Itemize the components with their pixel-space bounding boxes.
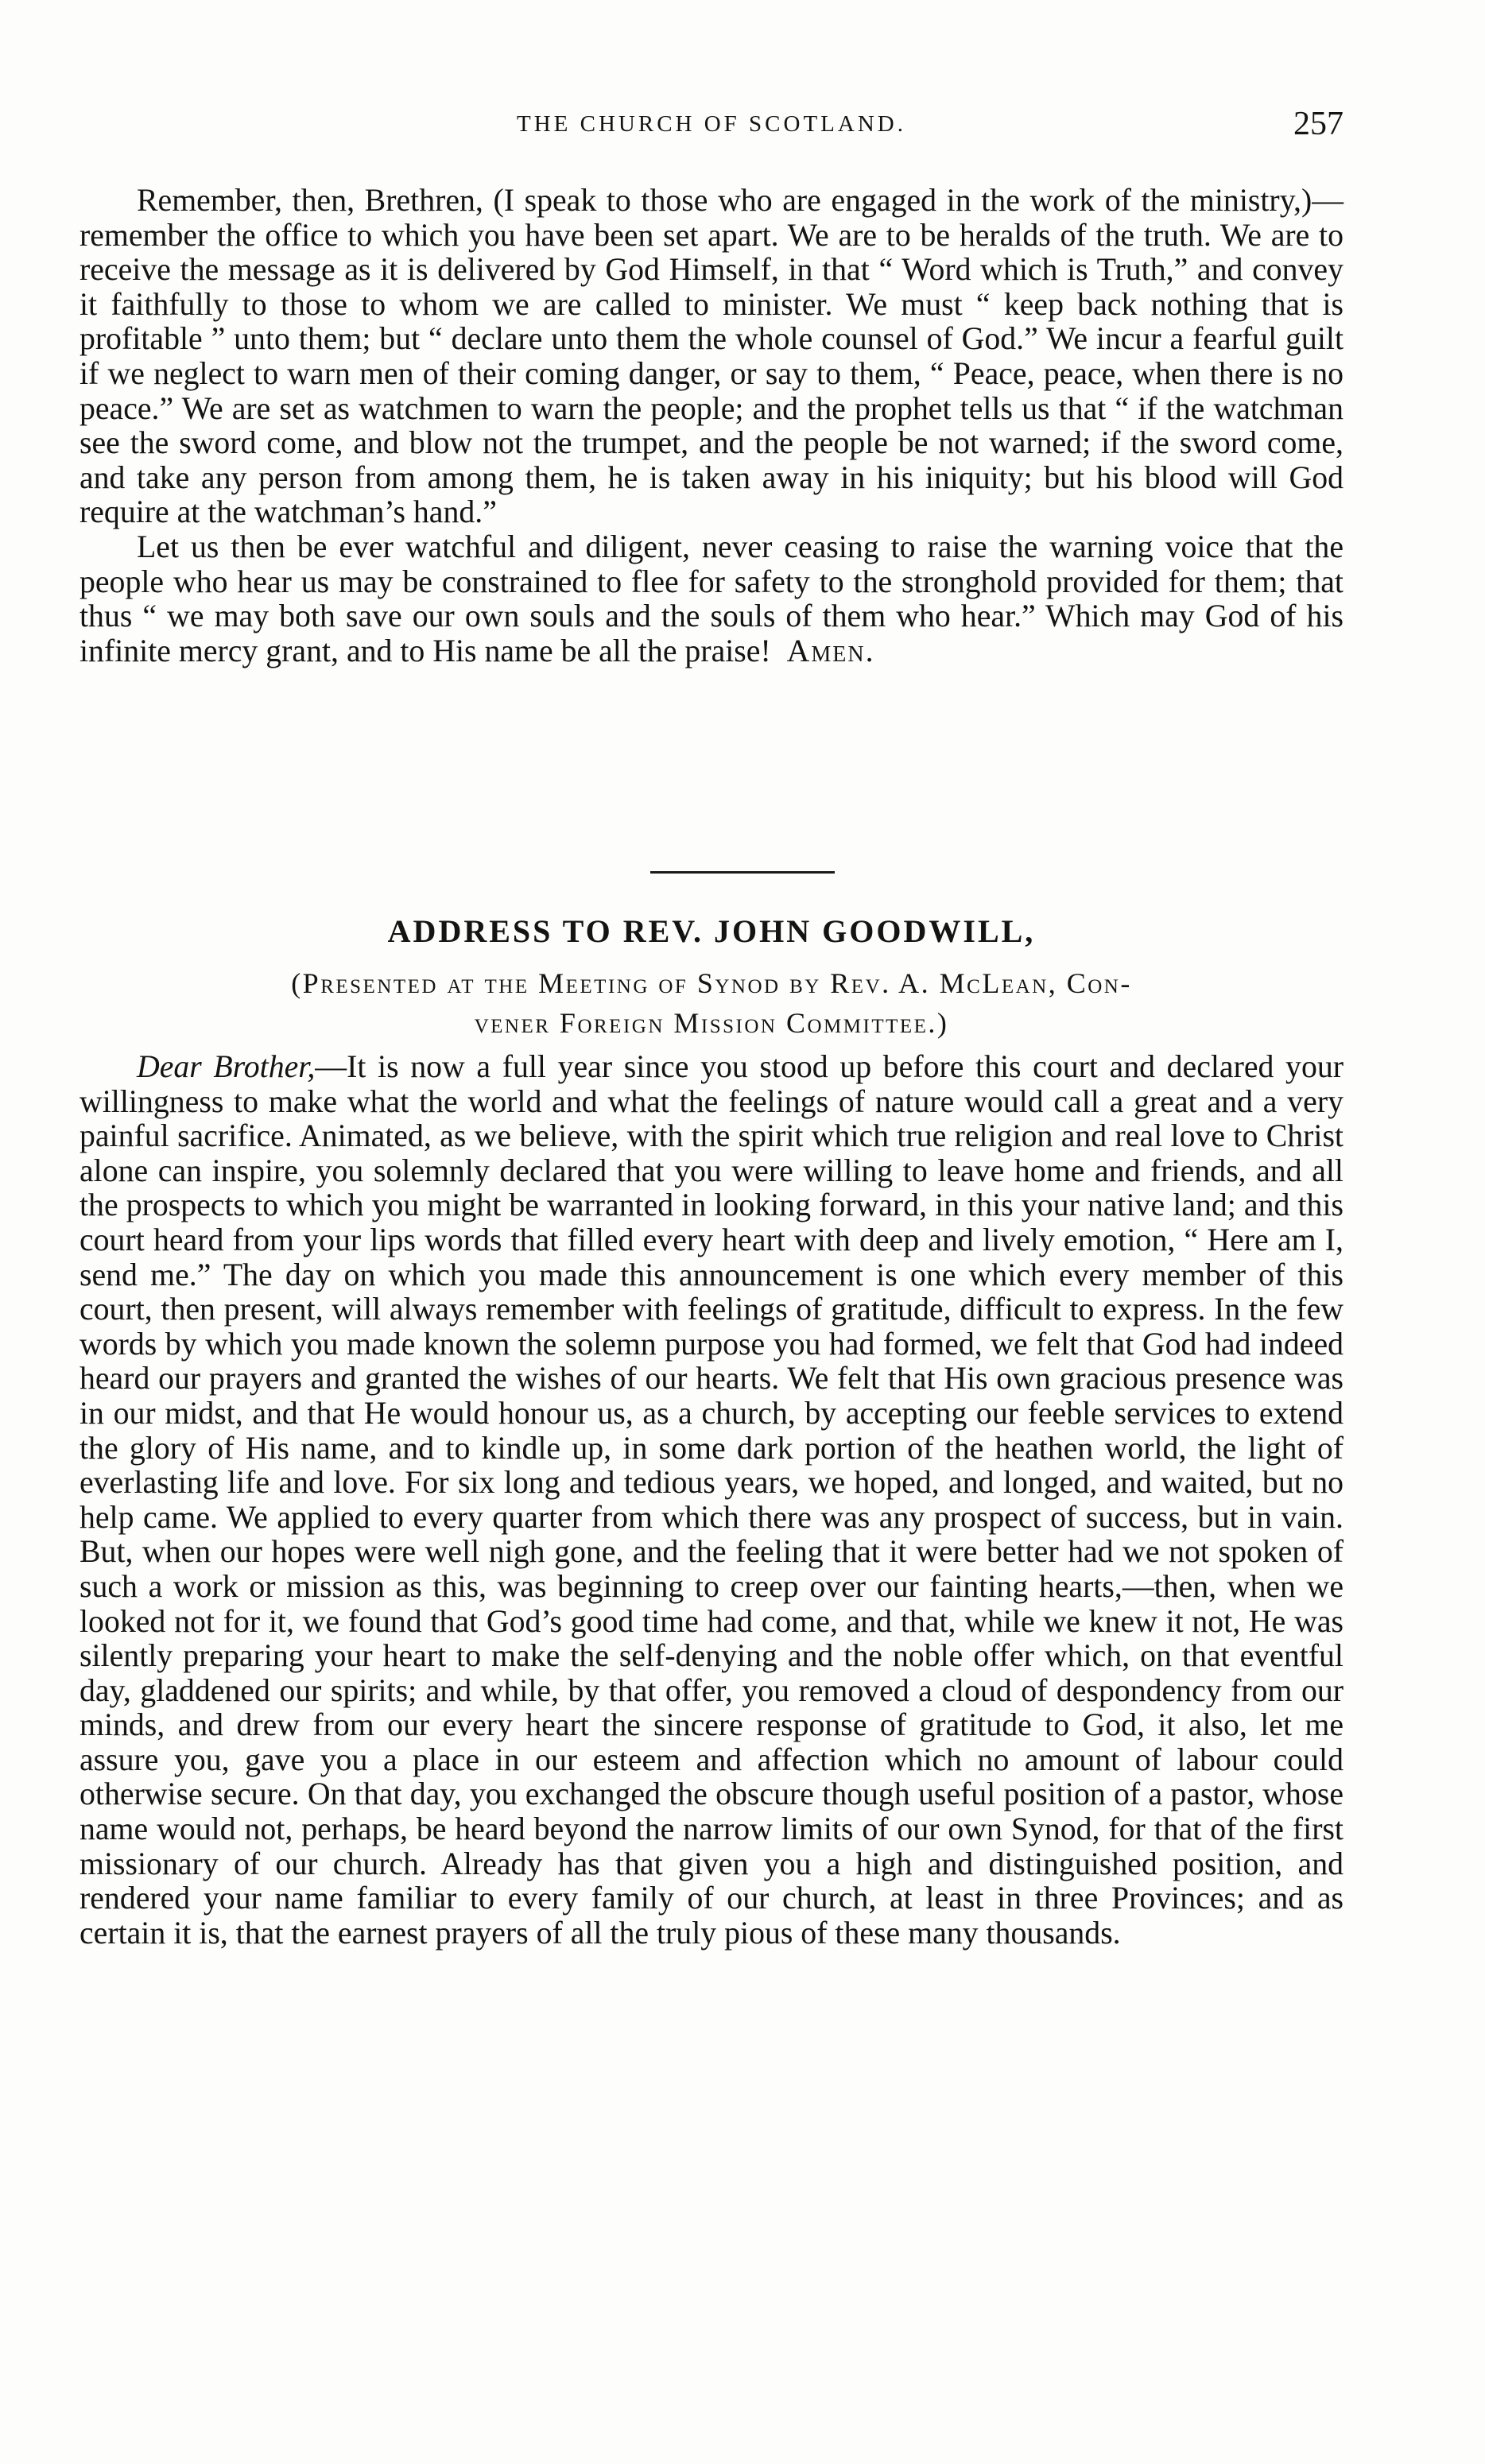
address-body [79, 1050, 1343, 1951]
sermon-closing-paragraph [79, 530, 1343, 668]
address-subtitle-line: vener Foreign Mission Committee.) [474, 1007, 949, 1039]
address-title: ADDRESS TO REV. JOHN GOODWILL, [387, 913, 1036, 949]
sermon-closing-text: Let us then be ever watchful and diligent, never ceasing to raise the warning voice that the people who hear us may be constrained to flee for safety to the stronghold provided for them; that thus “ we may both save our own souls and the souls of them who hear.” Which may God of his infinite mercy grant, and to His name be all the praise! [79, 529, 1343, 668]
address-paragraph [79, 1050, 1343, 1951]
section-divider [650, 871, 835, 874]
salutation: Dear Brother, [137, 1049, 316, 1084]
amen: Amen. [786, 633, 875, 668]
sermon-conclusion [79, 184, 1343, 668]
page-number: 257 [1293, 106, 1343, 142]
running-head [79, 106, 1343, 151]
address-subtitle-line: (Presented at the Meeting of Synod by Rev. A. McLean, Con- [291, 967, 1132, 999]
address-subtitle [79, 963, 1343, 1043]
running-title: THE CHURCH OF SCOTLAND. [517, 111, 906, 137]
address-text: —It is now a full year since you stood up before this court and declared your willingness to make what the world and what the feelings of nature would call a great and a very painful sacrifice. Animated, as we believe, with the spirit which true religion and real love to Christ alone can inspire, you solemnly declared that you were willing to leave home and friends, and all the prospects to which you might be warranted in looking forward, in this your native land; and this court heard from your lips words that filled every heart with deep and lively emotion, “ Here am I, send me.” The day on which you made this announcement is one which every member of this court, then present, will always remember with feelings of gratitude, difficult to express. In the few words by which you made known the solemn purpose you had formed, we felt that God had indeed heard our prayers and granted the wishes of our hearts. We felt that His own gracious presence was in our midst, and that He would honour us, as a church, by accepting our feeble services to extend the glory of His name, and to kindle up, in some dark portion of the heathen world, the light of everlasting life and love. For six long and tedious years, we hoped, and longed, and waited, but no help came. We applied to every quarter from which there was any prospect of success, but in vain. But, when our hopes were well nigh gone, and the feeling that it were better had we not spoken of such a work or mission as this, was beginning to creep over our fainting hearts,—then, when we looked not for it, we found that God’s good time had come, and that, while we knew it not, He was silently preparing your heart to make the self-denying and the noble offer which, on that eventful day, gladdened our spirits; and while, by that offer, you removed a cloud of despondency from our minds, and drew from our every heart the sincere response of gratitude to God, it also, let me assure you, gave you a place in our esteem and affection which no amount of labour could otherwise secure. On that day, you exchanged the obscure though useful position of a pastor, whose name would not, perhaps, be heard beyond the narrow limits of our own Synod, for that of the first missionary of our church. Already has that given you a high and distinguished position, and rendered your name familiar to every family of our church, at least in three Provinces; and as certain it is, that the earnest prayers of all the truly pious of these many thousands. [79, 1049, 1343, 1951]
sermon-paragraph: Remember, then, Brethren, (I speak to those who are engaged in the work of the ministry,)—remember the office to which you have been set apart. We are to be heralds of the truth. We are to receive the message as it is delivered by God Himself, in that “ Word which is Truth,” and convey it faithfully to those to whom we are called to minister. We must “ keep back nothing that is profitable ” unto them; but “ declare unto them the whole counsel of God.” We incur a fearful guilt if we neglect to warn men of their coming danger, or say to them, “ Peace, peace, when there is no peace.” We are set as watchmen to warn the people; and the prophet tells us that “ if the watchman see the sword come, and blow not the trumpet, and the people be not warned; if the sword come, and take any person from among them, he is taken away in his iniquity; but his blood will God require at the watchman’s hand.” [79, 183, 1343, 530]
